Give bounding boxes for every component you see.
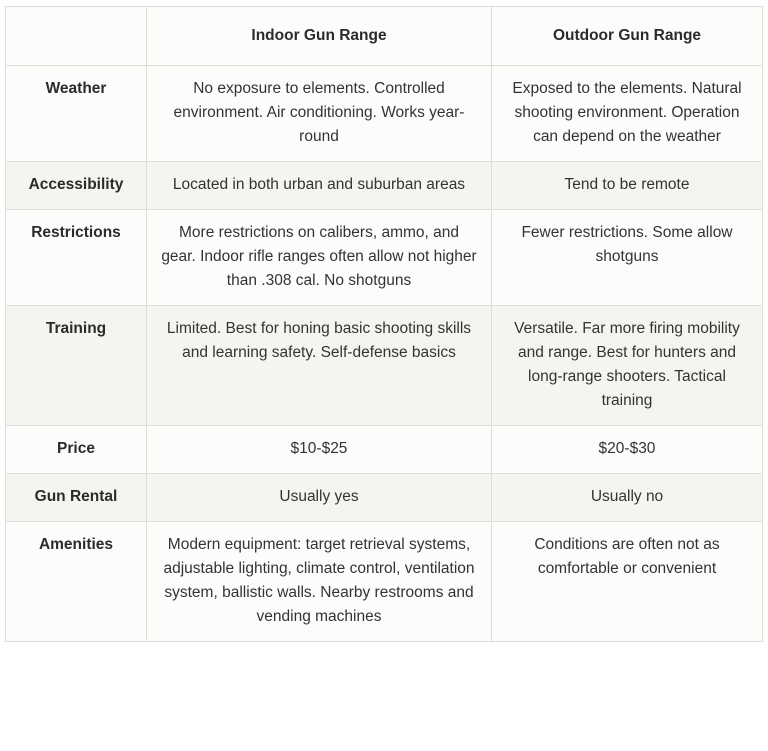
table-row (6, 426, 763, 474)
outdoor-cell: $20-$30 (492, 426, 763, 474)
header-indoor: Indoor Gun Range (147, 7, 492, 66)
indoor-cell: No exposure to elements. Controlled environment. Air conditioning. Works year-round (147, 66, 492, 162)
indoor-cell: Limited. Best for honing basic shooting skills and learning safety. Self-defense basics (147, 306, 492, 426)
table-row (6, 522, 763, 642)
indoor-cell: Usually yes (147, 474, 492, 522)
table-row (6, 162, 763, 210)
header-row (6, 7, 763, 66)
indoor-cell: Modern equipment: target retrieval systems, adjustable lighting, climate control, ventilation system, ballistic walls. Nearby restrooms and vending machines (147, 522, 492, 642)
row-label: Gun Rental (6, 474, 147, 522)
row-label: Restrictions (6, 210, 147, 306)
row-label: Weather (6, 66, 147, 162)
row-label: Price (6, 426, 147, 474)
outdoor-cell: Usually no (492, 474, 763, 522)
row-label: Training (6, 306, 147, 426)
outdoor-cell: Exposed to the elements. Natural shooting environment. Operation can depend on the weather (492, 66, 763, 162)
outdoor-cell: Conditions are often not as comfortable or convenient (492, 522, 763, 642)
table-row (6, 66, 763, 162)
header-outdoor: Outdoor Gun Range (492, 7, 763, 66)
outdoor-cell: Versatile. Far more firing mobility and range. Best for hunters and long-range shooters. Tactical training (492, 306, 763, 426)
indoor-cell: Located in both urban and suburban areas (147, 162, 492, 210)
table-row (6, 210, 763, 306)
row-label: Amenities (6, 522, 147, 642)
indoor-cell: More restrictions on calibers, ammo, and gear. Indoor rifle ranges often allow not higher than .308 cal. No shotguns (147, 210, 492, 306)
table-row (6, 306, 763, 426)
table-row (6, 474, 763, 522)
header-empty (6, 7, 147, 66)
comparison-table (5, 6, 763, 642)
row-label: Accessibility (6, 162, 147, 210)
indoor-cell: $10-$25 (147, 426, 492, 474)
outdoor-cell: Fewer restrictions. Some allow shotguns (492, 210, 763, 306)
outdoor-cell: Tend to be remote (492, 162, 763, 210)
